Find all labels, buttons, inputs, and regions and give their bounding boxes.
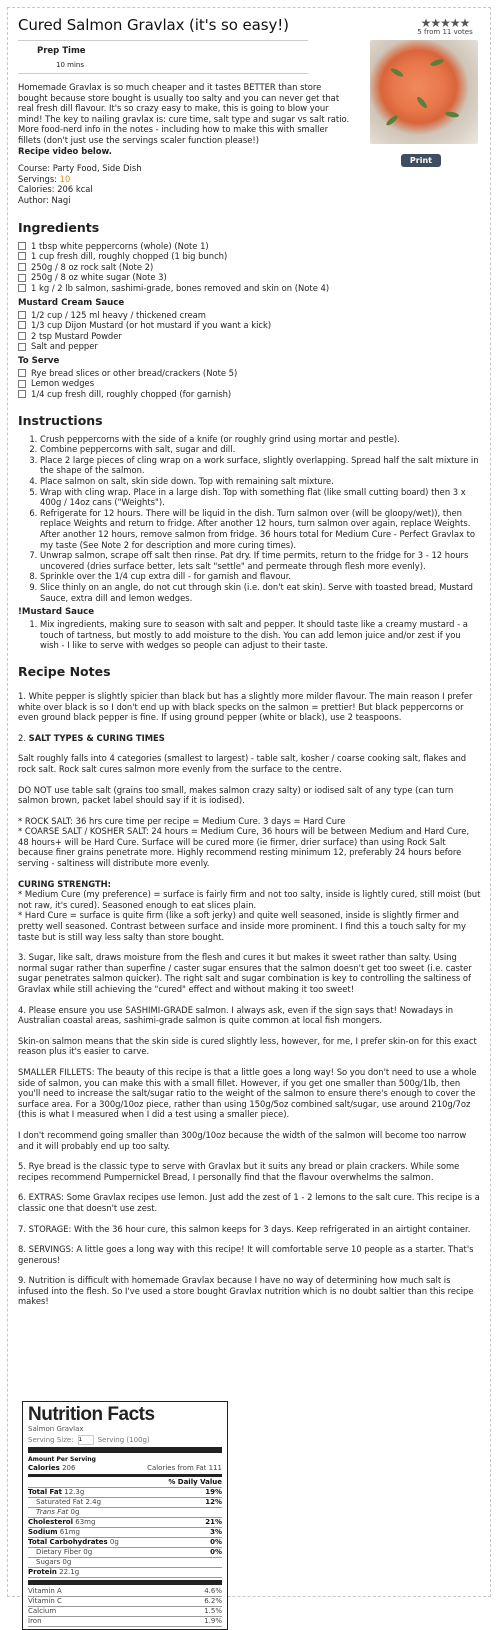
nutrient-row: Sugars 0g	[36, 1558, 72, 1566]
serving-size-input[interactable]	[78, 1435, 94, 1445]
recipe-notes	[18, 691, 482, 1307]
checkbox[interactable]	[18, 311, 26, 319]
ingredient-item[interactable]	[18, 251, 482, 262]
note-4-a: 4. Please ensure you use SASHIMI-GRADE salmon. I always ask, even if the sign says that! Nowadays in Australian coastal areas, sashimi-grade salmon is quite common at local fish mongers.	[18, 1004, 454, 1026]
ingredient-text: 1 kg / 2 lb salmon, sashimi-grade, bones removed and skin on (Note 4)	[31, 282, 330, 293]
recipe-course: Course: Party Food, Side Dish	[18, 163, 142, 174]
rating-votes: 5 from 11 votes	[417, 28, 473, 36]
nutrient-row: Saturated Fat 2.4g 12%	[36, 1498, 222, 1506]
instructions-list	[18, 434, 482, 604]
instruction-step: 1. Crush peppercorns with the side of a knife (or roughly grind using mortar and pestle).	[40, 434, 482, 445]
sauce-ingredient-text: 1/2 cup / 125 ml heavy / thickened cream	[31, 309, 206, 320]
ingredients-heading: Ingredients	[18, 219, 100, 235]
recipe-body	[18, 16, 482, 1317]
note-4-c: SMALLER FILLETS: The beauty of this recipe is that a little goes a long way! So you don't need to use a whole side of salmon, you can make this with a small fillet. However, if you get one smaller than 500g/1lb, then you'll need to increase the salt/sugar ratio to the weight of the salmon to ensure there's enough to cover the surface area. For a 300g/10oz piece, rather than using 150g/5oz combined salt/sugar, use around 210g/7oz (this is what I measured when I did a test using a smaller piece).	[18, 1066, 477, 1120]
servings-value[interactable]: 10	[59, 173, 71, 184]
instruction-step: 4. Place salmon on salt, skin side down. Top with remaining salt mixture.	[40, 476, 482, 487]
ingredient-item[interactable]	[18, 241, 482, 252]
note-2-strength: CURING STRENGTH:	[18, 878, 112, 889]
serve-ingredient-text: 1/4 cup fresh dill, roughly chopped (for garnish)	[31, 389, 232, 400]
prep-time	[18, 40, 308, 74]
nutrient-row: Trans Fat 0g	[36, 1508, 80, 1516]
note-5: 5. Rye bread is the classic type to serve with Gravlax but it suits any bread or plain crackers. While some recipes recommend Pumpernickel Bread, I personally find that the flavour overwhelms the salmon.	[18, 1161, 460, 1182]
ingredient-item[interactable]	[18, 283, 482, 294]
checkbox[interactable]	[18, 284, 26, 292]
note-2-b: DO NOT use table salt (grains too small, makes salmon crazy salty) or iodised salt of any type (can turn salmon brown, packet label should say if it is iodised).	[18, 784, 454, 806]
serve-ingredient-item[interactable]	[18, 389, 482, 400]
note-6: 6. EXTRAS: Some Gravlax recipes use lemon. Just add the zest of 1 - 2 lemons to the salt cure. This recipe is a classic one that doesn't use zest.	[18, 1192, 480, 1213]
nutrient-rows	[28, 1488, 222, 1578]
nutrient-row: Cholesterol 63mg 21%	[28, 1518, 222, 1526]
nutrient-row: Total Carbohydrates 0g 0%	[28, 1538, 222, 1546]
sauce-ingredient-text: Salt and pepper	[31, 341, 98, 352]
note-4-d: I don't recommend going smaller than 300g/10oz because the width of the salmon will become too narrow and it will probably end up too salty.	[18, 1129, 467, 1151]
mustard-sauce-list	[18, 310, 482, 352]
sauce-ingredient-item[interactable]	[18, 331, 482, 342]
instruction-step: 5. Wrap with cling wrap. Place in a large dish. Top with something flat (like small cutting board) then 3 x 400g / 14oz cans ("Weights").	[40, 487, 482, 508]
serve-ingredient-item[interactable]	[18, 378, 482, 389]
checkbox[interactable]	[18, 263, 26, 271]
instruction-step: 2. Combine peppercorns with salt, sugar and dill.	[40, 444, 482, 455]
note-2-d1: * Medium Cure (my preference) = surface is fairly firm and not too salty, inside is lightly cured, still moist (but not raw, it's cured). Seasoned enough to eat slices plain.	[18, 889, 481, 910]
recipe-author: Author: Nagi	[18, 194, 71, 205]
note-2-d2: * Hard Cure = surface is quite firm (like a soft jerky) and quite well seasoned, inside is slightly firmer and pretty well seasoned. Contrast between surface and inside more prominent. I find this a touch salty for my taste but is still way less salty than store bought.	[18, 910, 466, 942]
calories-row: Calories 206 Calories from Fat 111	[28, 1464, 222, 1472]
note-4-b: Skin-on salmon means that the skin side is cured slightly less, however, for me, I prefer skin-on for this exact reason plus it's easier to carve.	[18, 1035, 477, 1057]
nutrient-row: Protein 22.1g	[28, 1568, 80, 1576]
serve-ingredient-item[interactable]	[18, 368, 482, 379]
checkbox[interactable]	[18, 369, 26, 377]
checkbox[interactable]	[18, 332, 26, 340]
instruction-step: 7. Unwrap salmon, scrape off salt then rinse. Pat dry. If time permits, return to the fridge for 3 - 12 hours uncovered (dries surface better, lets salt "settle" and permeate through flesh more evenly).	[40, 550, 482, 571]
rating-stars-icon[interactable]: ★★★★★	[420, 16, 470, 30]
notes-heading: Recipe Notes	[18, 663, 111, 679]
checkbox[interactable]	[18, 274, 26, 282]
note-7: 7. STORAGE: With the 36 hour cure, this salmon keeps for 3 days. Keep refrigerated in an airtight container.	[18, 1223, 471, 1234]
note-1: 1. White pepper is slightly spicier than black but has a slightly more milder flavour. The main reason I prefer white over black is so I don't end up with black specks on the salmon = prettier! But black peppercorns or even ground black pepper is fine. If using ground pepper (white or black), use 2 teaspoons.	[18, 690, 473, 723]
ingredient-text: 250g / 8 oz white sugar (Note 3)	[31, 272, 167, 283]
note-2-a: Salt roughly falls into 4 categories (smallest to largest) - table salt, kosher / coarse cooking salt, flakes and rock salt. Rock salt cures salmon more evenly from the surface to the centre.	[18, 753, 467, 774]
nutrition-facts	[22, 1401, 228, 1630]
instruction-step: 3. Place 2 large pieces of cling wrap on a work surface, slightly overlapping. Spread half the salt mixture in the shape of the salmon.	[40, 455, 482, 476]
vitamin-row: Vitamin A 4.6%	[28, 1587, 222, 1595]
ingredient-text: 1 cup fresh dill, roughly chopped (1 big bunch)	[31, 251, 228, 262]
recipe-title: Cured Salmon Gravlax (it's so easy!)	[18, 16, 289, 34]
sauce-ingredient-text: 1/3 cup Dijon Mustard (or hot mustard if you want a kick)	[31, 320, 272, 331]
ingredient-item[interactable]	[18, 262, 482, 273]
nutrient-row: Sodium 61mg 3%	[28, 1528, 222, 1536]
recipe-calories: Calories: 206 kcal	[18, 184, 93, 195]
recipe-intro	[18, 82, 353, 156]
recipe-meta	[18, 163, 482, 205]
mustard-sauce-instructions-heading: !Mustard Sauce	[18, 607, 95, 618]
vitamin-rows	[28, 1587, 222, 1627]
note-9: 9. Nutrition is difficult with homemade Gravlax because I have no way of determining how much salt is infused into the flesh. So I've used a store bought Gravlax nutrition which is no doubt saltier than this recipe makes!	[18, 1275, 474, 1307]
mustard-sauce-steps	[18, 619, 482, 651]
nutrient-row: Total Fat 12.3g 19%	[28, 1488, 222, 1496]
amount-per-serving: Amount Per Serving	[28, 1456, 96, 1463]
note-2-c2: * COARSE SALT / KOSHER SALT: 24 hours = Medium Cure, 36 hours will be between Medium and Hard Cure, 48 hours+ will be Hard Cure. Surface will be cured more (ie firmer, drier surface) than using Rock Salt because finer grains penetrate more. Highly recommend resting minimum 12, preferably 24 hours before serving - saltiness will distribute more evenly.	[18, 826, 470, 869]
instruction-step: 1. Mix ingredients, making sure to season with salt and pepper. It should taste like a creamy mustard - a touch of tartness, but mostly to add moisture to the dish. You can add lemon juice and/or zest if you wish - I like to serve with wedges so people can adjust to their taste.	[40, 619, 482, 651]
serving-size: Serving Size: 1 Serving (100g)	[28, 1435, 222, 1445]
checkbox[interactable]	[18, 321, 26, 329]
nutrient-row: Dietary Fiber 0g 0%	[36, 1548, 222, 1556]
ingredient-text: 250g / 8 oz rock salt (Note 2)	[31, 261, 154, 272]
serve-ingredient-text: Lemon wedges	[31, 378, 95, 389]
sauce-ingredient-item[interactable]	[18, 310, 482, 321]
note-2-c1: * ROCK SALT: 36 hrs cure time per recipe = Medium Cure. 3 days = Hard Cure	[18, 815, 346, 826]
instruction-step: 9. Slice thinly on an angle, do not cut through skin (i.e. don't eat skin). Serve with toasted bread, Mustard Sauce, extra dill and lemon wedges.	[40, 582, 482, 603]
recipe-servings: Servings: 10	[18, 173, 71, 184]
daily-value-header: % Daily Value	[168, 1478, 222, 1486]
nutrition-subtitle: Salmon Gravlax	[28, 1425, 84, 1433]
sauce-ingredient-item[interactable]	[18, 341, 482, 352]
to-serve-heading: To Serve	[18, 355, 60, 366]
to-serve-list	[18, 368, 482, 400]
vitamin-row: Vitamin C 6.2%	[28, 1597, 222, 1605]
intro-video-link[interactable]: Recipe video below.	[18, 145, 112, 156]
ingredients-list	[18, 241, 482, 294]
intro-text: Homemade Gravlax is so much cheaper and it tastes BETTER than store bought because store bought is usually too salty and you can never get that real fresh dill flavour. It's so crazy easy to make, this is going to blow your mind! The key to nailing gravlax is: cure time, salt type and sugar vs salt ratio. More food-nerd info in the notes - including how to make this with smaller fillets (don't just use the servings scaler function please!)	[18, 82, 350, 145]
note-8: 8. SERVINGS: A little goes a long way with this recipe! It will comfortable serve 10 people as a starter. That's generous!	[18, 1244, 474, 1265]
checkbox[interactable]	[18, 343, 26, 351]
note-2-title: 2. SALT TYPES & CURING TIMES	[18, 732, 165, 743]
checkbox[interactable]	[18, 242, 26, 250]
sauce-ingredient-item[interactable]	[18, 320, 482, 331]
instruction-step: 6. Refrigerate for 12 hours. There will be liquid in the dish. Turn salmon over (will be gloopy/wet)), then replace Weights and return to fridge. After another 12 hours, turn salmon over again, replace Weights. After another 12 hours, remove salmon from fridge. 36 hours total for Medium Cure - Perfect Gravlax to my taste (See Note 2 for description and more curing times).	[40, 508, 482, 550]
checkbox[interactable]	[18, 390, 26, 398]
checkbox[interactable]	[18, 380, 26, 388]
sauce-ingredient-text: 2 tsp Mustard Powder	[31, 330, 122, 341]
vitamin-row: Calcium 1.5%	[28, 1607, 222, 1615]
vitamin-row: Iron 1.9%	[28, 1617, 222, 1625]
prep-time-value: 10 mins	[56, 61, 84, 69]
print-button[interactable]: Print	[401, 154, 441, 167]
nutrition-title: Nutrition Facts	[28, 1404, 155, 1425]
instructions-heading: Instructions	[18, 412, 103, 428]
recipe-card	[7, 7, 491, 1625]
instruction-step: 8. Sprinkle over the 1/4 cup extra dill - for garnish and flavour.	[40, 571, 482, 582]
ingredient-text: 1 tbsp white peppercorns (whole) (Note 1)	[31, 240, 209, 251]
mustard-sauce-heading: Mustard Cream Sauce	[18, 297, 125, 308]
serve-ingredient-text: Rye bread slices or other bread/crackers (Note 5)	[31, 367, 238, 378]
ingredient-item[interactable]	[18, 272, 482, 283]
checkbox[interactable]	[18, 252, 26, 260]
note-3: 3. Sugar, like salt, draws moisture from the flesh and cures it but makes it sweet rather than salty. Using normal sugar rather than superfine / caster sugar ensures that the salmon doesn't get too sweet (i.e. caster sugar penetrates salmon quicker). The right salt and sugar combination is key to controlling the saltiness of Gravlax while still achieving the "cured" effect and without making it too sweet!	[18, 952, 472, 994]
prep-time-label: Prep Time	[37, 46, 86, 56]
